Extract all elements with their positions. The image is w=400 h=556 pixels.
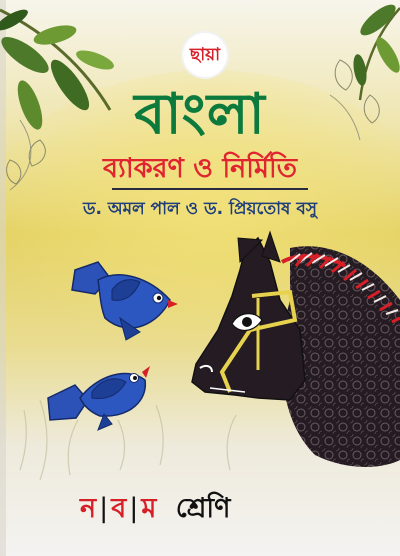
subtitle-divider: [112, 188, 308, 190]
grade-letter-2: ব: [111, 493, 127, 524]
grade-separator: |: [129, 493, 139, 524]
publisher-logo: ছায়া: [183, 33, 227, 77]
book-subtitle: ব্যাকরণ ও নির্মিতি: [103, 153, 297, 184]
grade-letter-1: ন: [80, 493, 97, 524]
grade-separator: |: [99, 493, 109, 524]
grade-label: [80, 489, 300, 529]
book-title: বাংলা: [134, 82, 266, 147]
book-authors: ড. অমল পাল ও ড. প্রিয়তোষ বসু: [82, 199, 318, 219]
spine-edge: [0, 0, 6, 556]
grade-letter-3: ম: [141, 493, 157, 524]
grade-word: শ্রেণি: [175, 493, 231, 524]
